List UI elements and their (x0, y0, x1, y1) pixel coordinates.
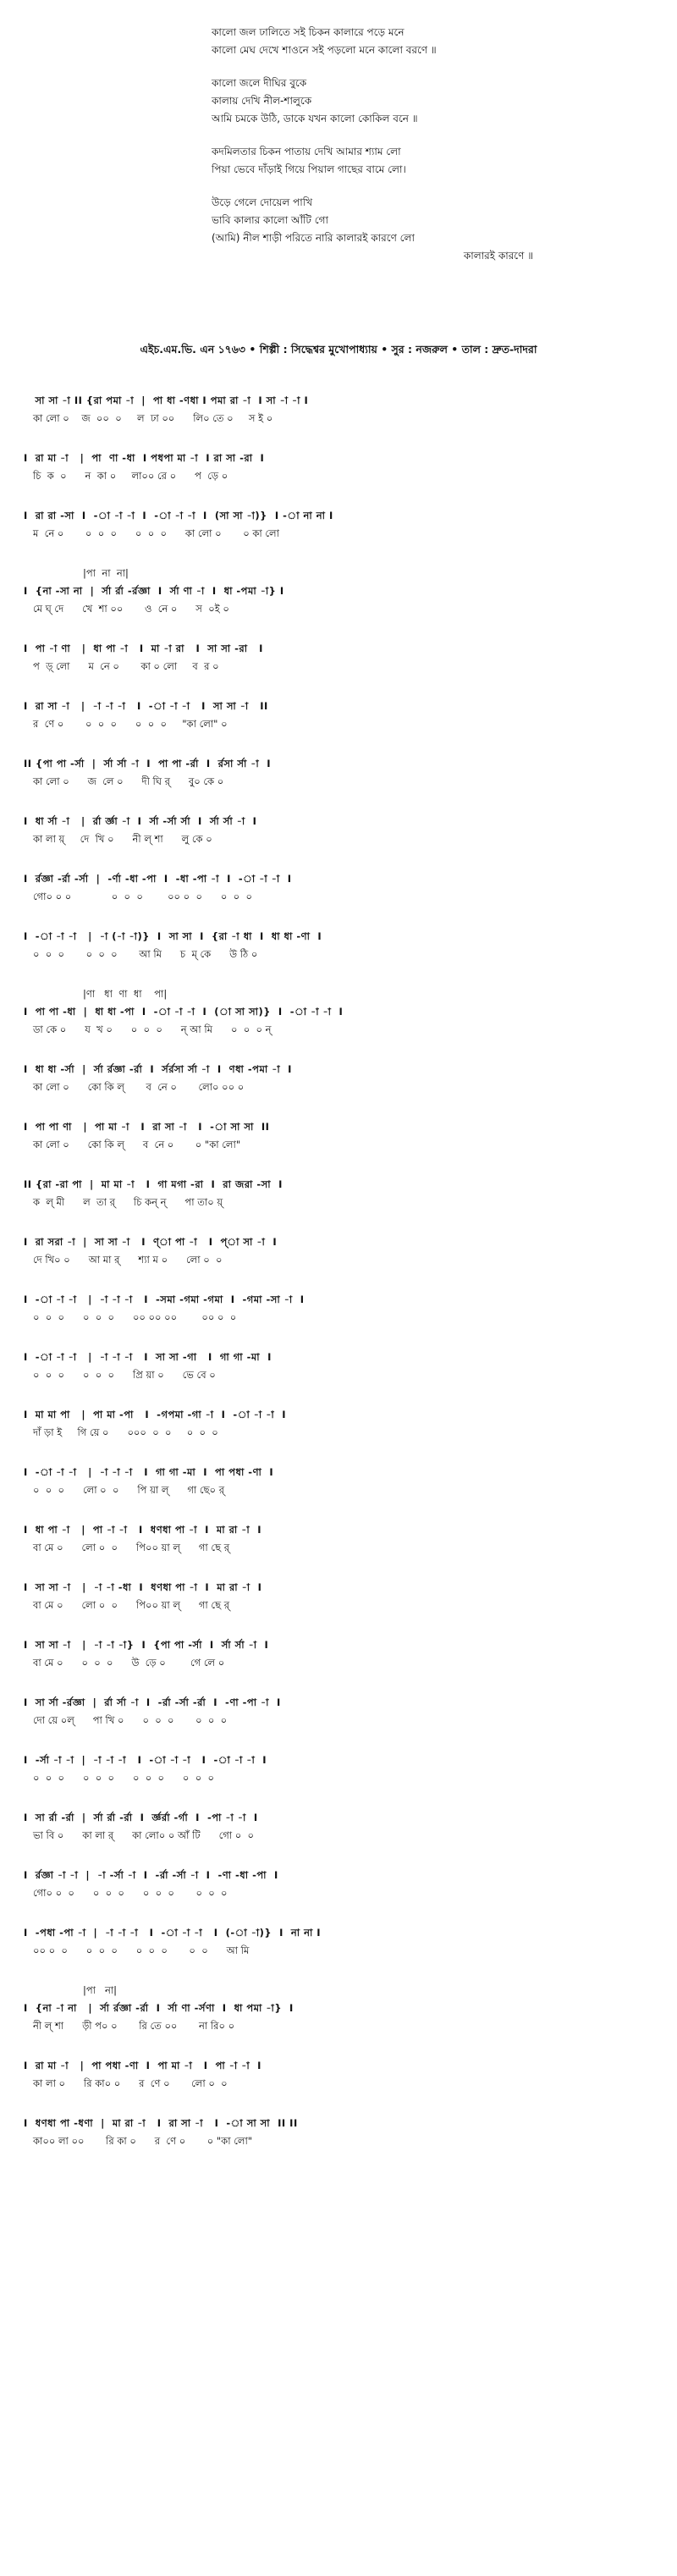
swara-line: I রা সরা -া | সা সা -া I ণ্া পা -া I প্া সা -া I (24, 1236, 278, 1248)
notation-row (24, 1233, 652, 1269)
bani-line: ০০ ০ ০ ০ ০ ০ ০ ০ ০ ০ ০ আ মি (24, 1944, 250, 1956)
bani-line: কা লা য়্ দে খি ০ নী ল্ শা লু কে ০ (24, 833, 212, 845)
swara-line: I র্রজ্ঞা -র্রা -র্সা | -র্ণা -ধা -পা I -ধা -পা -া I -া -া -া I (24, 873, 292, 885)
notation-row (24, 985, 652, 1039)
swara-line: II {রা -রা পা | মা মা -া I গা মগা -রা I রা জরা -সা I (24, 1178, 283, 1190)
lyrics-line: পিয়া ভেবে দাঁড়াই গিয়ে পিয়াল গাছের বামে লো। (212, 163, 406, 175)
swara-line: I সা সা -া | -া -া -ধা I ধণধা পা -া I মা রা -া I (24, 1581, 262, 1593)
swara-line: I ধা ধা -র্সা | র্সা র্রজ্ঞা -র্রা I র্সর্রসা র্সা -া I ণধা -পমা -া I (24, 1063, 292, 1075)
lyrics-line: আমি চমকে উঠি, ডাকে যখন কালো কোকিল বনে ॥ (212, 113, 418, 124)
alt-notes: |পা না না| (83, 567, 129, 579)
lyrics-line: কালো মেঘ দেখে শাওনে সই পড়লো মনে কালো বরণে ॥ (212, 44, 437, 56)
swara-line: I পা পা -ধা | ধা ধা -পা I -া -া -া I (া সা সা)} I -া -া -া I (24, 1006, 344, 1018)
notation-row (24, 813, 652, 848)
notation-row (24, 1176, 652, 1211)
swara-line: সা সা -া II {রা পমা -া | পা ধা -ণধা I পমা রা -া I সা -া -া I (24, 394, 309, 406)
bani-line: দাঁ ড়া ই গি য়ে ০ ০০০ ০ ০ ০ ০ ০ (24, 1426, 218, 1438)
bani-line: কা০০ লা ০০ রি কা ০ র ণে ০ ০ "কা লো" (24, 2135, 253, 2147)
swara-line: I র্রজ্ঞা -া -া | -া -র্সা -া I -র্রা -র্সা -া I -ণা -ধা -পা I (24, 1869, 278, 1881)
notation-row (24, 1636, 652, 1672)
bani-line: দো য়ে ০ল্ পা খি ০ ০ ০ ০ ০ ০ ০ (24, 1714, 228, 1726)
notation-row (24, 1406, 652, 1442)
bani-line: ০ ০ ০ ০ ০ ০ ০ ০ ০ ০ ০ ০ (24, 1772, 214, 1784)
bani-line: ডা কে ০ য খ ০ ০ ০ ০ ন্ আ মি ০ ০ ০ ন্ (24, 1023, 272, 1035)
bani-line: ভা বি ০ কা লা র্ কা লো০ ০ আঁ টি গো ০ ০ (24, 1829, 255, 1841)
notation-row (24, 1751, 652, 1787)
lyrics-line: উড়ে গেলে দোয়েল পাখি (212, 196, 313, 208)
notation-row (24, 2115, 652, 2150)
bani-line: কা লা ০ রি কা০ ০ র ণে ০ লো ০ ০ (24, 2077, 228, 2089)
bani-line: ম নে ০ ০ ০ ০ ০ ০ ০ কা লো ০ ০ কা লো (24, 527, 279, 539)
notation-row (24, 1924, 652, 1960)
bani-line: চি ক ০ ন কা ০ লা০০ রে ০ প ড়ে ০ (24, 470, 228, 482)
notation-row (24, 755, 652, 791)
swara-line: I -পধা -পা -া | -া -া -া I -া -া -া I (-া -া)} I না না I (24, 1927, 322, 1939)
lyrics-line: কদমিলতার চিকন পাতায় দেখি আমার শ্যাম লো (212, 146, 401, 157)
notation-row (24, 640, 652, 676)
bani-line: র ণে ০ ০ ০ ০ ০ ০ ০ "কা লো" ০ (24, 718, 228, 730)
swara-line: I ধণধা পা -ধণা | মা রা -া I রা সা -া I -া সা সা II II (24, 2117, 298, 2129)
swara-line: I ধা পা -া | পা -া -া I ধণধা পা -া I মা রা -া I (24, 1524, 262, 1536)
bani-line: গো০ ০ ০ ০ ০ ০ ০ ০ ০ ০ ০ ০ (24, 1887, 228, 1899)
notation-row (24, 392, 652, 427)
notation-row (24, 698, 652, 733)
notation-row (24, 928, 652, 963)
notation-row (24, 1694, 652, 1729)
alt-notes: |ণা ধা ণা ধা পা| (83, 988, 168, 1000)
notation-row (24, 507, 652, 543)
bani-line: কা লো ০ জ ০০ ০ ল ঢা ০০ লি০ তে ০ স ই ০ (24, 412, 273, 424)
swara-line: I রা মা -া | পা পধা -ণা I পা মা -া I পা -া -া I (24, 2060, 261, 2071)
swara-line: I রা মা -া | পা ণা -ধা I পধপা মা -া I রা সা -রা I (24, 452, 265, 464)
swara-line: I -র্সা -া -া | -া -া -া I -া -া -া I -া -া -া I (24, 1754, 267, 1766)
swara-line: I সা সা -া | -া -া -া} I {পা পা -র্সা I র্সা র্সা -া I (24, 1639, 269, 1651)
notation-row (24, 1579, 652, 1614)
swara-line: I সা র্রা -র্রা | র্সা র্রা -র্রা I র্জ্ঞর্রা -র্গা I -পা -া -া I (24, 1812, 258, 1823)
bani-line: গো০ ০ ০ ০ ০ ০ ০০ ০ ০ ০ ০ ০ (24, 891, 252, 902)
notation-block (24, 392, 652, 2172)
notation-row (24, 450, 652, 485)
notation-row (24, 2057, 652, 2093)
alt-notes: |পা না| (83, 1984, 118, 1996)
lyrics-stanza (212, 194, 609, 265)
lyrics-line: (আমি) নীল শাড়ী পরিতে নারি কালারই কারণে লো (212, 232, 415, 244)
swara-line: I রা রা -সা I -া -া -া I -া -া -া I (সা সা -া)} I -া না না I (24, 510, 333, 521)
notation-row (24, 1464, 652, 1499)
swara-line: I -া -া -া | -া -া -া I -সমা -গমা -গমা I -গমা -সা -া I (24, 1294, 305, 1305)
swara-line: I {না -া না | র্সা র্রজ্ঞা -র্রা I র্সা ণা -র্সণা I ধা পমা -া} I (24, 2002, 294, 2014)
lyrics-line: কালারই কারণে ॥ (463, 250, 533, 262)
lyrics-stanza (212, 24, 609, 59)
lyrics-line: কালো জলে দীঘির বুকে (212, 77, 307, 89)
lyrics-stanza (212, 143, 609, 179)
swara-line: I -া -া -া | -া -া -া I সা সা -গা I গা গা -মা I (24, 1351, 272, 1363)
swara-line: I মা মা পা | পা মা -পা I -গপমা -গা -া I -া -া -া I (24, 1409, 287, 1420)
notation-row (24, 870, 652, 906)
lyrics-stanza (212, 74, 609, 128)
bani-line: ক ল্ মী ল তা র্ চি কন্ ন্ পা তা০ য়্ (24, 1196, 223, 1208)
notation-row (24, 1061, 652, 1096)
swara-line: I -া -া -া | -া (-া -া)} I সা সা I {রা -া ধা I ধা ধা -ণা I (24, 930, 322, 942)
notation-row (24, 1291, 652, 1327)
swara-line: I পা পা ণা | পা মা -া I রা সা -া I -া সা সা II (24, 1121, 270, 1133)
bani-line: নী ল্ শা ড়ী প০ ০ রি তে ০০ না রি০ ০ (24, 2020, 235, 2032)
swara-line: I সা র্সা -র্রজ্ঞা | র্রা র্সা -া I -র্রা -র্সা -র্রা I -ণা -পা -া I (24, 1696, 281, 1708)
bani-line: প ড়্ লো ম নে ০ কা ০ লো ব র ০ (24, 660, 219, 672)
bani-line: বা মে ০ লো ০ ০ পি০০ য়া ল্ গা ছে র্ (24, 1542, 230, 1553)
bani-line: বা মে ০ ০ ০ ০ উ ড়ে ০ গে লে ০ (24, 1657, 225, 1669)
notation-row (24, 565, 652, 618)
swara-line: II {পা পা -র্সা | র্সা র্সা -া I পা পা -র্রা I র্রসা র্সা -া I (24, 758, 272, 769)
bani-line: কা লো ০ কো কি ল্ ব নে ০ লো০ ০০ ০ (24, 1081, 245, 1093)
notation-row (24, 1521, 652, 1557)
bani-line: বা মে ০ লো ০ ০ পি০০ য়া ল্ গা ছে র্ (24, 1599, 230, 1611)
swara-line: I ধা র্সা -া | র্রা র্জ্ঞা -া I র্সা -র্সা র্সা I র্সা র্সা -া I (24, 815, 257, 827)
song-meta: এইচ.এম.ভি. এন ১৭৬৩ • শিল্পী : সিদ্ধেশ্বর মুখোপাধ্যায় • সুর : নজরুল • তাল : দ্রুত-দাদরা (140, 343, 537, 356)
swara-line: I রা সা -া | -া -া -া I -া -া -া I সা সা -া II (24, 700, 268, 712)
swara-line: I পা -া ণা | ধা পা -া I মা -া রা I সা সা -রা I (24, 643, 263, 654)
bani-line: ০ ০ ০ ০ ০ ০ আ মি চ ম্ কে উ ঠি ০ (24, 948, 258, 960)
lyrics-block (212, 24, 609, 280)
bani-line: কা লো ০ কো কি ল্ ব নে ০ ০ "কা লো" (24, 1139, 241, 1150)
lyrics-line: কালায় দেখি নীল-শালুকে (212, 95, 312, 107)
swara-line: I {না -সা না | র্সা র্রা -র্রজ্ঞা I র্সা ণা -া I ধা -পমা -া} I (24, 585, 284, 597)
bani-line: ০ ০ ০ ০ ০ ০ প্রি য়া ০ ভে বে ০ (24, 1369, 216, 1381)
swara-line: I -া -া -া | -া -া -া I গা গা -মা I পা পধা -ণা I (24, 1466, 274, 1478)
bani-line: কা লো ০ জ লে ০ দী ঘি র্ বু০ কে ০ (24, 775, 224, 787)
bani-line: মে ঘ্ দে খে শা ০০ ও নে ০ স ০ই ০ (24, 603, 229, 615)
bani-line: ০ ০ ০ ০ ০ ০ ০০ ০০ ০০ ০০ ০ ০ (24, 1311, 237, 1323)
bani-line: দে খি০ ০ আ মা র্ শ্যা ম ০ লো ০ ০ (24, 1254, 223, 1266)
bani-line: ০ ০ ০ লো ০ ০ পি য়া ল্ গা ছে০ র্ (24, 1484, 225, 1496)
notation-row (24, 1982, 652, 2035)
lyrics-line: ভাবি কালার কালো আঁটি গো (212, 214, 328, 226)
notation-row (24, 1867, 652, 1902)
notation-row (24, 1809, 652, 1845)
notation-row (24, 1118, 652, 1154)
lyrics-line: কালো জল ঢালিতে সই চিকন কালারে পড়ে মনে (212, 26, 405, 38)
notation-row (24, 1349, 652, 1384)
